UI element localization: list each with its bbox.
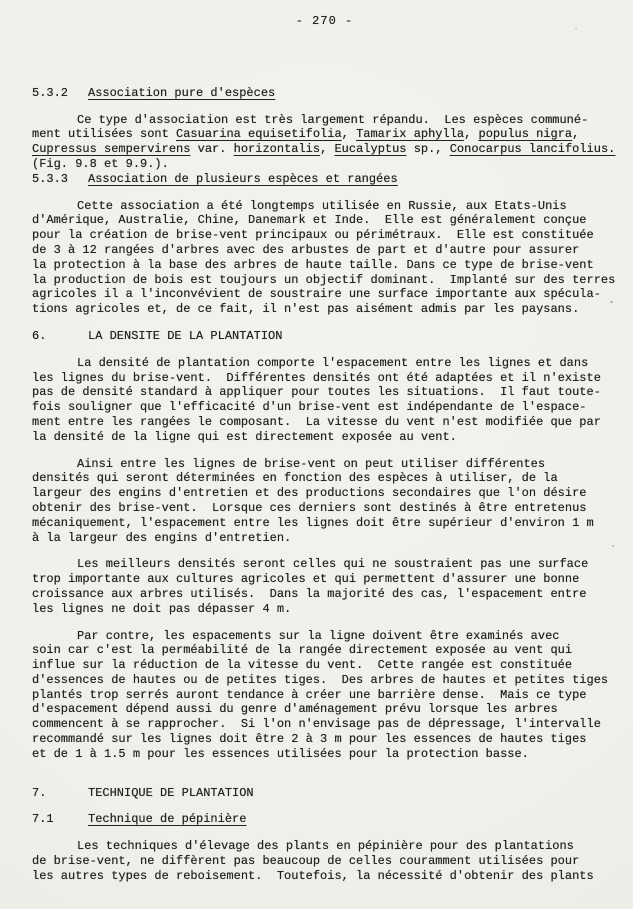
section-number: 7. — [32, 785, 47, 800]
text-line — [32, 688, 617, 703]
text-line — [32, 385, 617, 400]
species-name: Tamarix aphylla — [356, 127, 465, 142]
text-line — [32, 430, 617, 445]
text-segment: var. — [190, 142, 234, 157]
text-segment: Ce type d'association est très largement répandu. Les espèces communé- — [77, 112, 589, 127]
text-segment: d'essences de hautes ou de petites tiges. Des arbres de hautes et petites tiges — [32, 672, 609, 687]
text-segment: , — [464, 127, 479, 142]
text-line — [32, 557, 617, 572]
section-title: Association de plusieurs espèces et rangées — [88, 171, 398, 186]
text-segment: d'espacement dépend aussi du genre d'aménagement prévu lorsque les arbres — [32, 702, 558, 717]
text-segment: la production de bois est toujours un objectif dominant. Implanté sur des terres — [32, 272, 616, 287]
paragraph — [32, 199, 617, 317]
text-segment: , — [572, 127, 580, 142]
text-segment: pas de densité standard à appliquer pour toutes les situations. Il faut toute- — [32, 385, 601, 400]
text-segment: largeur des engins d'entretien et des productions secondaires que l'on désire — [32, 486, 587, 501]
text-line — [32, 127, 617, 142]
text-segment: Les techniques d'élevage des plants en pépinière pour des plantations — [77, 839, 574, 854]
section-number: 6. — [32, 328, 47, 343]
species-name: Eucalyptus — [334, 142, 407, 157]
species-name: horizontalis — [233, 142, 321, 157]
text-line — [32, 213, 617, 228]
text-line — [32, 113, 617, 128]
section-number: 7.1 — [32, 812, 54, 827]
text-line — [32, 258, 617, 273]
paragraph — [32, 113, 617, 172]
text-segment: tions agricoles et, de ce fait, il n'est pas aisément admis par les paysans. — [32, 302, 580, 317]
text-line — [32, 501, 617, 516]
text-segment: les lignes du brise-vent. Différentes densités ont été adaptées et il n'existe — [32, 370, 601, 385]
text-line — [32, 228, 617, 243]
page-number: - 270 - — [295, 14, 354, 28]
text-segment: la densité de la ligne qui est directement exposée au vent. — [32, 429, 457, 444]
text-line — [32, 486, 617, 501]
text-line — [32, 199, 617, 214]
text-segment: Ainsi entre les lignes de brise-vent on peut utiliser différentes — [77, 456, 546, 471]
species-name: Conocarpus lancifolius. — [449, 142, 616, 157]
text-segment: la protection à la base des arbres de haute taille. Dans ce type de brise-vent — [32, 257, 594, 272]
text-segment: de brise-vent, ne diffèrent pas beaucoup de celles couramment utilisées pour — [32, 854, 580, 869]
text-segment: recommandé sur les lignes doit être 2 à 3 m pour les essences de hautes tiges — [32, 732, 587, 747]
section-title: LA DENSITE DE LA PLANTATION — [88, 328, 283, 343]
text-line — [32, 717, 617, 732]
text-line — [32, 869, 617, 884]
text-line — [32, 516, 617, 531]
section-title: Association pure d'espèces — [88, 85, 276, 100]
text-segment: influe sur la réduction de la vitesse du vent. Cette rangée est constituée — [32, 658, 573, 673]
text-segment: ment utilisées sont — [32, 127, 177, 142]
text-segment: les autres types de reboisement. Toutefois, la nécessité d'obtenir des plants — [32, 868, 594, 883]
text-line — [32, 673, 617, 688]
section-title: Technique de pépinière — [88, 812, 247, 827]
text-line — [32, 400, 617, 415]
text-line — [32, 457, 617, 472]
text-line — [32, 839, 617, 854]
text-segment: fois souligner que l'efficacité d'un brise-vent est indépendante de l'espace- — [32, 400, 587, 415]
paragraph — [32, 557, 617, 616]
text-line — [32, 471, 617, 486]
section-number: 5.3.2 — [32, 85, 69, 100]
section-heading — [32, 172, 617, 187]
text-line — [32, 702, 617, 717]
document-body — [32, 86, 617, 884]
scan-artifact — [575, 28, 577, 30]
text-segment: La densité de plantation comporte l'espacement entre les lignes et dans — [77, 355, 589, 370]
text-segment: croissance aux arbres utilisés. Dans la majorité des cas, l'espacement entre — [32, 586, 587, 601]
text-segment: , — [341, 127, 357, 142]
text-segment: les lignes ne doit pas dépasser 4 m. — [32, 601, 292, 616]
text-segment: , — [320, 142, 335, 157]
text-line — [32, 157, 617, 172]
text-segment: pour la création de brise-vent principaux ou périmétraux. Elle est constituée — [32, 228, 594, 243]
species-name: Casuarina equisetifolia — [176, 127, 342, 142]
text-line — [32, 658, 617, 673]
text-line — [32, 602, 617, 617]
scan-artifact — [610, 301, 613, 303]
text-segment: trop importante aux cultures agricoles et qui permettent d'assurer une bonne — [32, 572, 580, 587]
text-line — [32, 587, 617, 602]
text-line — [32, 273, 617, 288]
text-segment: à la largeur des engins d'entretien. — [32, 530, 292, 545]
text-segment: obtenir des brise-vent. Lorsque ces derniers sont destinés à être entretenus — [32, 500, 587, 515]
text-segment: ment entre les rangées le composant. La vitesse du vent n'est modifiée que par — [32, 414, 601, 429]
text-line — [32, 142, 617, 157]
text-line — [32, 732, 617, 747]
text-line — [32, 572, 617, 587]
species-name: Cupressus sempervirens — [32, 142, 191, 157]
paragraph — [32, 457, 617, 546]
text-line — [32, 356, 617, 371]
text-segment: et de 1 à 1.5 m pour les essences utilisées pour la protection basse. — [32, 746, 529, 761]
section-heading — [32, 329, 617, 344]
text-segment: sp., — [406, 142, 450, 157]
text-segment: de 3 à 12 rangées d'arbres avec des arbustes de part et d'autre pour assurer — [32, 242, 580, 257]
text-line — [32, 243, 617, 258]
text-line — [32, 371, 617, 386]
section-heading — [32, 812, 617, 827]
section-number: 5.3.3 — [32, 171, 69, 186]
text-line — [32, 629, 617, 644]
text-segment: Les meilleurs densités seront celles qui ne soustraient pas une surface — [77, 557, 589, 572]
text-segment: d'Amérique, Australie, Chine, Danemark et Inde. Elle est généralement conçue — [32, 213, 587, 228]
scan-artifact — [612, 545, 614, 547]
text-line — [32, 643, 617, 658]
text-segment: Par contre, les espacements sur la ligne doivent être examinés avec — [77, 628, 560, 643]
paragraph — [32, 839, 617, 883]
section-heading — [32, 786, 617, 801]
text-line — [32, 531, 617, 546]
text-line — [32, 854, 617, 869]
text-line — [32, 302, 617, 317]
text-line — [32, 415, 617, 430]
text-segment: mécaniquement, l'espacement entre les lignes doit être supérieur d'environ 1 m — [32, 515, 594, 530]
text-line — [32, 747, 617, 762]
text-segment: (Fig. 9.8 et 9.9.). — [32, 156, 169, 171]
text-segment: densités qui seront déterminées en fonction des espèces à utiliser, de la — [32, 471, 558, 486]
text-segment: commencent à se rapprocher. Si l'on n'envisage pas de dépressage, l'intervalle — [32, 717, 601, 732]
paragraph — [32, 356, 617, 445]
text-line — [32, 287, 617, 302]
text-segment: plantés trop serrés auront tendance à créer une barrière dense. Mais ce type — [32, 687, 587, 702]
paragraph — [32, 629, 617, 762]
text-segment: agricoles il a l'inconvévient de soustraire une surface importante aux spécula- — [32, 287, 601, 302]
section-heading — [32, 86, 617, 101]
species-name: populus nigra — [478, 127, 573, 142]
text-segment: soin car c'est la perméabilité de la rangée directement exposée au vent qui — [32, 643, 573, 658]
text-segment: Cette association a été longtemps utilisée en Russie, aux Etats-Unis — [77, 198, 567, 213]
section-title: TECHNIQUE DE PLANTATION — [88, 785, 254, 800]
